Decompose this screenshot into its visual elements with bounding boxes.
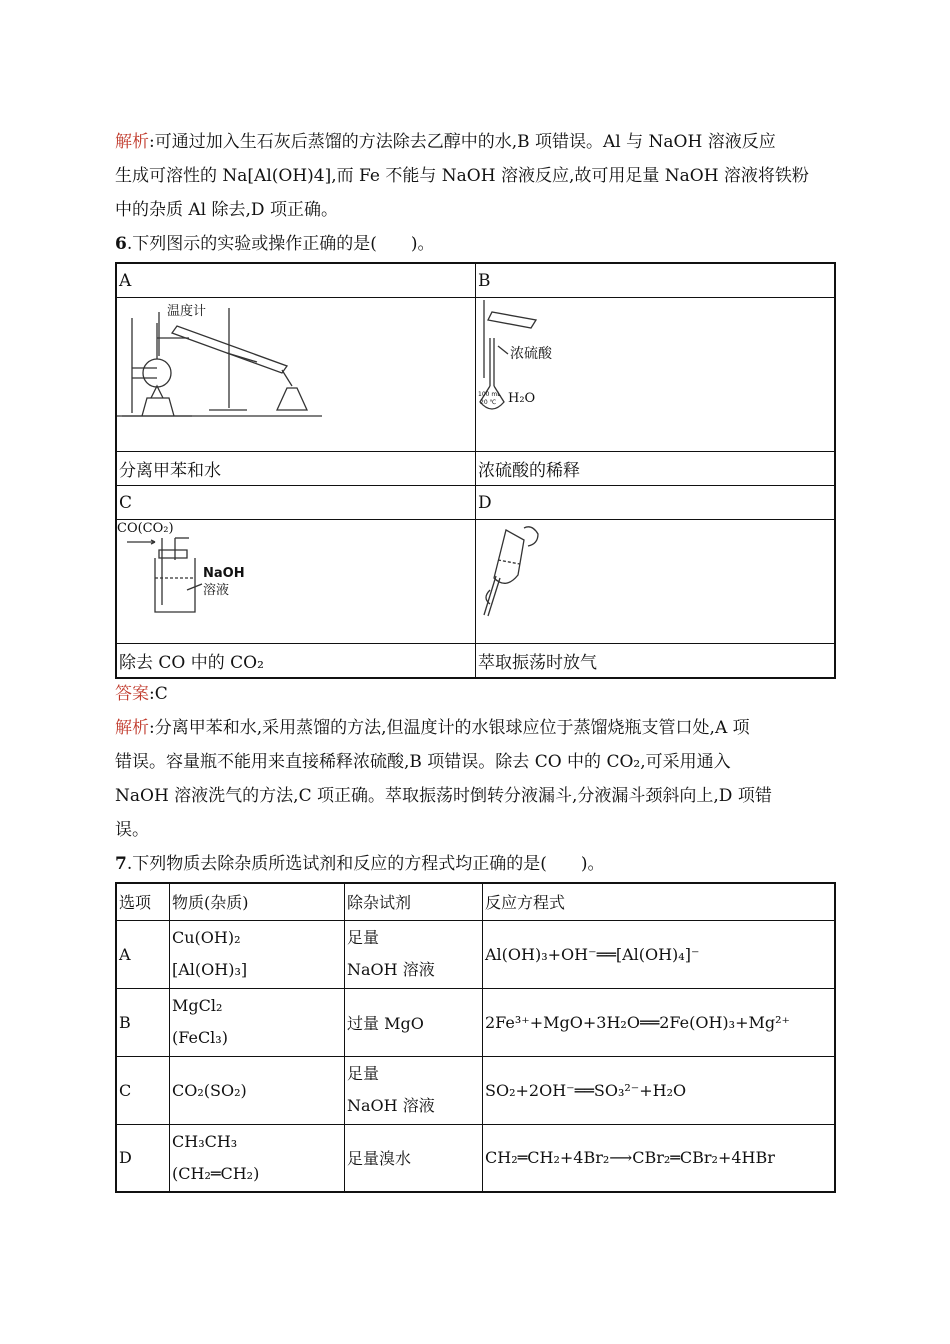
analysis-text: 生成可溶性的 Na[Al(OH)4],而 Fe 不能与 NaOH 溶液反应,故可用足量 NaOH 溶液将铁粉: [115, 166, 809, 186]
analysis-text: 误。: [115, 820, 149, 840]
row-option: D: [116, 1124, 170, 1192]
row-reagent: 足量溴水: [345, 1124, 483, 1192]
question-6-table: [115, 262, 836, 679]
acid-label: 浓硫酸: [510, 346, 552, 362]
option-c-label: C: [116, 486, 476, 520]
gas-washing-bottle-icon: [117, 520, 472, 638]
analysis-text: :可通过加入生石灰后蒸馏的方法除去乙醇中的水,B 项错误。Al 与 NaOH 溶液反应: [149, 132, 776, 152]
row-substance: CO₂(SO₂): [170, 1056, 345, 1124]
table-row: [116, 1124, 835, 1192]
header-equation: 反应方程式: [483, 883, 836, 920]
figure-c-gas-wash: [116, 520, 476, 644]
row-option: A: [116, 920, 170, 988]
water-label: H₂O: [508, 391, 536, 406]
flask-temp-label: 20 ℃: [480, 399, 497, 406]
row-equation: SO₂+2OH⁻══SO₃²⁻+H₂O: [483, 1056, 836, 1124]
option-a-label: A: [116, 263, 476, 298]
table-row: [116, 988, 835, 1056]
reagent-label-2: 溶液: [203, 583, 230, 598]
analysis-label: 解析: [115, 718, 149, 738]
row-impurity: (FeCl₃): [172, 1028, 228, 1047]
row-option: C: [116, 1056, 170, 1124]
answer-label: 答案: [115, 684, 149, 704]
row-equation: Al(OH)₃+OH⁻══[Al(OH)₄]⁻: [483, 920, 836, 988]
figure-a-distillation: [116, 298, 476, 452]
table-row: [116, 1056, 835, 1124]
distillation-apparatus-icon: [117, 298, 472, 446]
row-reagent: 足量: [347, 1064, 380, 1083]
header-option: 选项: [116, 883, 170, 920]
figure-b-dilution: [476, 298, 836, 452]
option-b-label: B: [476, 263, 836, 298]
row-substance: MgCl₂: [172, 996, 223, 1015]
option-c-caption: 除去 CO 中的 CO₂: [116, 644, 476, 679]
header-reagent: 除杂试剂: [345, 883, 483, 920]
row-equation: 2Fe³⁺+MgO+3H₂O══2Fe(OH)₃+Mg²⁺: [483, 988, 836, 1056]
row-reagent-2: NaOH 溶液: [347, 960, 435, 979]
thermometer-label: 温度计: [167, 304, 207, 319]
option-d-caption: 萃取振荡时放气: [476, 644, 836, 679]
figure-d-funnel: [476, 520, 836, 644]
row-equation: CH₂═CH₂+4Br₂⟶CBr₂═CBr₂+4HBr: [483, 1124, 836, 1192]
row-substance: CH₃CH₃: [172, 1131, 238, 1151]
analysis-label: 解析: [115, 132, 149, 152]
separatory-funnel-icon: [476, 520, 831, 638]
row-reagent-2: NaOH 溶液: [347, 1096, 435, 1115]
analysis-text: 中的杂质 Al 除去,D 项正确。: [115, 200, 338, 220]
question-7-table: [115, 882, 836, 1193]
row-option: B: [116, 988, 170, 1056]
row-impurity: (CH₂═CH₂): [172, 1163, 260, 1183]
option-a-caption: 分离甲苯和水: [116, 452, 476, 486]
question-6-answer: [115, 677, 835, 847]
reagent-label: NaOH: [203, 566, 245, 581]
question-7-stem: 7.下列物质去除杂质所选试剂和反应的方程式均正确的是( )。: [115, 854, 605, 874]
volumetric-flask-icon: [476, 298, 831, 446]
row-substance: Cu(OH)₂: [172, 928, 241, 947]
option-b-caption: 浓硫酸的稀释: [476, 452, 836, 486]
gas-label: CO(CO₂): [117, 521, 174, 536]
table-row: [116, 920, 835, 988]
option-d-label: D: [476, 486, 836, 520]
analysis-text: 错误。容量瓶不能用来直接稀释浓硫酸,B 项错误。除去 CO 中的 CO₂,可采用通入: [115, 752, 731, 772]
row-impurity: [Al(OH)₃]: [172, 960, 248, 979]
flask-volume-label: 100 mL: [478, 391, 501, 398]
analysis-text: NaOH 溶液洗气的方法,C 项正确。萃取振荡时倒转分液漏斗,分液漏斗颈斜向上,D 项错: [115, 786, 772, 806]
header-substance: 物质(杂质): [170, 883, 345, 920]
question-6-stem: 6.下列图示的实验或操作正确的是( )。: [115, 234, 435, 254]
row-reagent: 过量 MgO: [345, 988, 483, 1056]
row-reagent: 足量: [347, 928, 380, 947]
analysis-text: :分离甲苯和水,采用蒸馏的方法,但温度计的水银球应位于蒸馏烧瓶支管口处,A 项: [149, 718, 750, 738]
answer-value: :C: [149, 684, 168, 704]
prev-analysis: [115, 125, 835, 227]
